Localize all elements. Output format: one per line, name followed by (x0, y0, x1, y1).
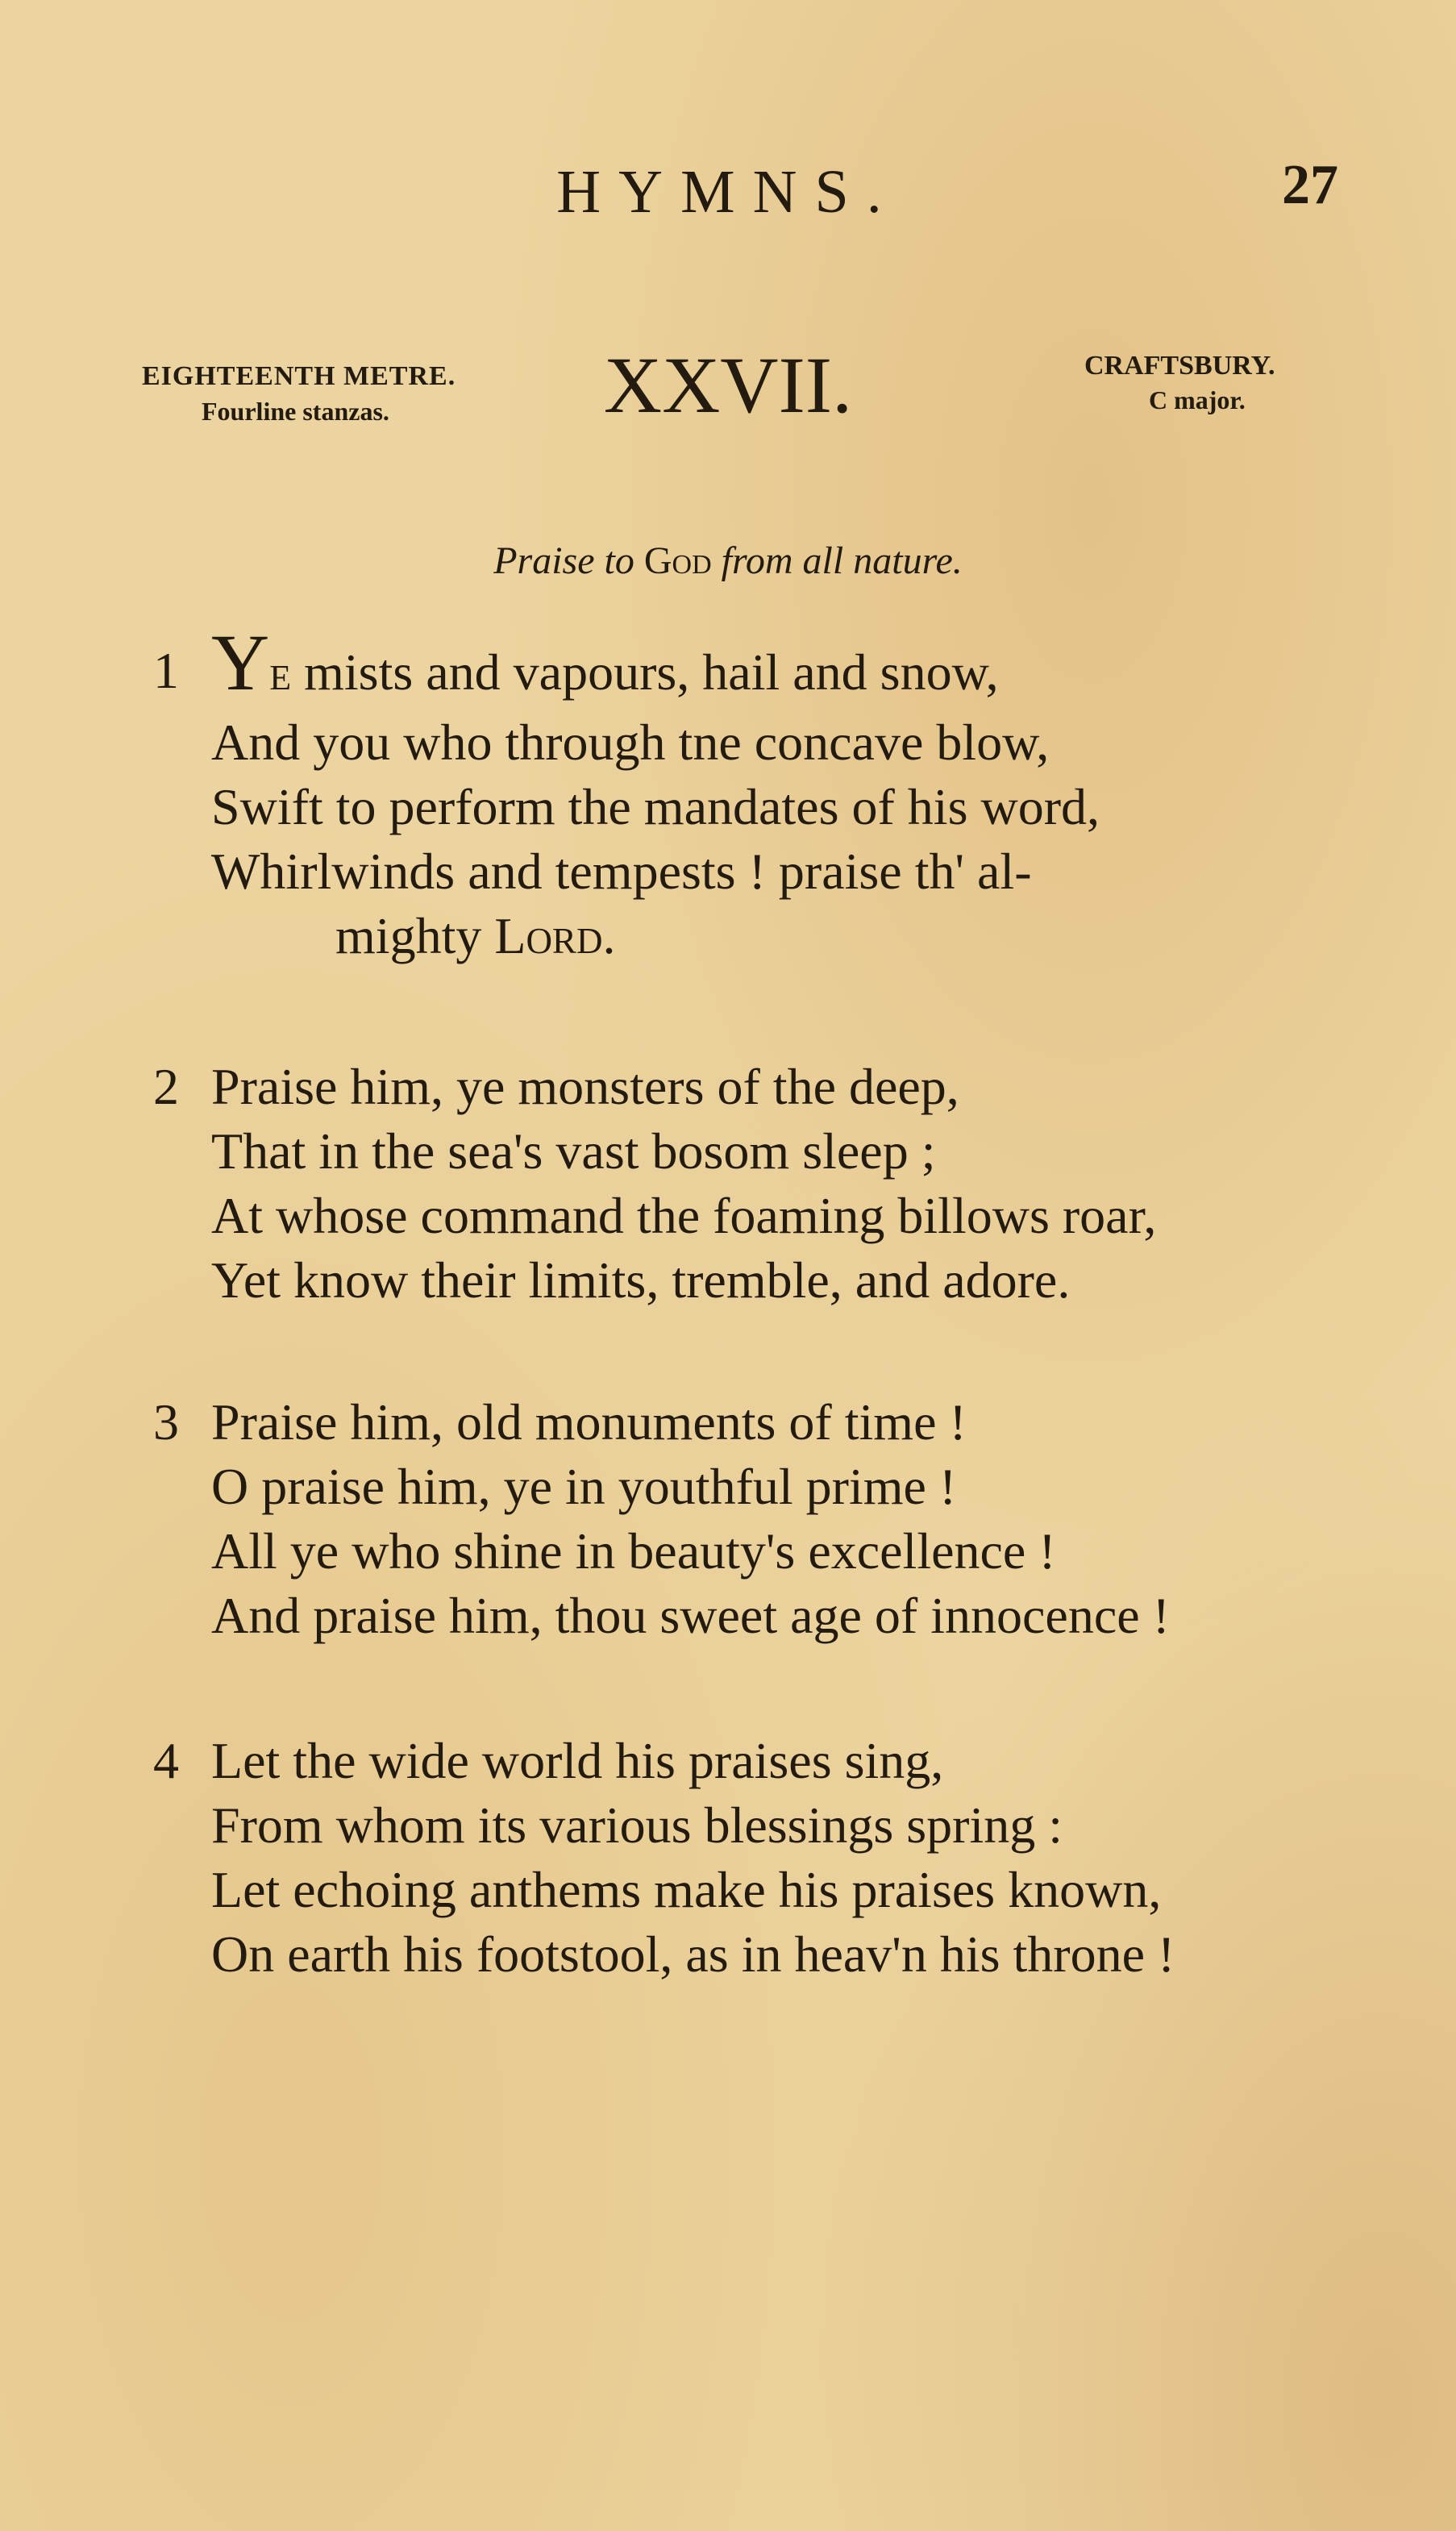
stanza-4 (153, 1729, 1175, 1987)
hymn-number: XXVII. (603, 340, 853, 430)
page-number: 27 (1282, 154, 1338, 216)
stanza-number: 1 (153, 642, 179, 699)
verse-line: O praise him, ye in youthful prime ! (211, 1458, 957, 1515)
verse-line: From whom its various blessings spring : (211, 1796, 1063, 1854)
stanza-3 (153, 1390, 1170, 1648)
verse-line: And you who through tne concave blow, (211, 714, 1050, 771)
lord-word: Lord. (494, 907, 616, 964)
verse-line: Whirlwinds and tempests ! praise th' al- (211, 843, 1032, 900)
metre-label: EIGHTEENTH METRE. (142, 361, 456, 391)
verse-line: Praise him, ye monsters of the deep, (211, 1058, 959, 1115)
running-head: HYMNS. (556, 158, 900, 226)
stanza-form-label: Fourline stanzas. (202, 397, 389, 426)
verse-line: Yet know their limits, tremble, and adore. (211, 1251, 1071, 1309)
verse-line: And praise him, thou sweet age of innocence ! (211, 1587, 1170, 1644)
stanza-1 (153, 618, 1100, 968)
stanza-number: 3 (153, 1393, 179, 1451)
stanza-number: 2 (153, 1058, 179, 1115)
first-word-rest: E (269, 658, 292, 697)
stanza-number: 4 (153, 1732, 179, 1789)
verse-line: Praise him, old monuments of time ! (211, 1393, 967, 1451)
stanza-2 (153, 1055, 1156, 1313)
verse-line: On earth his footstool, as in heav'n his throne ! (211, 1925, 1175, 1983)
line-text: mighty (335, 907, 482, 964)
verse-line: Swift to perform the mandates of his word, (211, 778, 1100, 835)
subtitle-part: Praise to (493, 539, 634, 582)
line-text: mists and vapours, hail and snow, (304, 643, 999, 701)
subtitle-part: from all nature. (721, 539, 963, 582)
drop-cap: Y (211, 618, 270, 707)
tune-key: C major. (1149, 385, 1246, 414)
verse-line: Let the wide world his praises sing, (211, 1732, 944, 1789)
verse-line (211, 618, 1100, 710)
tune-name: CRAFTSBURY. (1084, 351, 1275, 381)
verse-line: That in the sea's vast bosom sleep ; (211, 1122, 936, 1180)
verse-line: Let echoing anthems make his praises known, (211, 1861, 1162, 1918)
subtitle-god: God (643, 539, 712, 582)
verse-line (335, 904, 1100, 968)
hymn-subtitle (0, 539, 1456, 583)
verse-line: At whose command the foaming billows roar, (211, 1187, 1157, 1244)
verse-line: All ye who shine in beauty's excellence ! (211, 1522, 1056, 1580)
